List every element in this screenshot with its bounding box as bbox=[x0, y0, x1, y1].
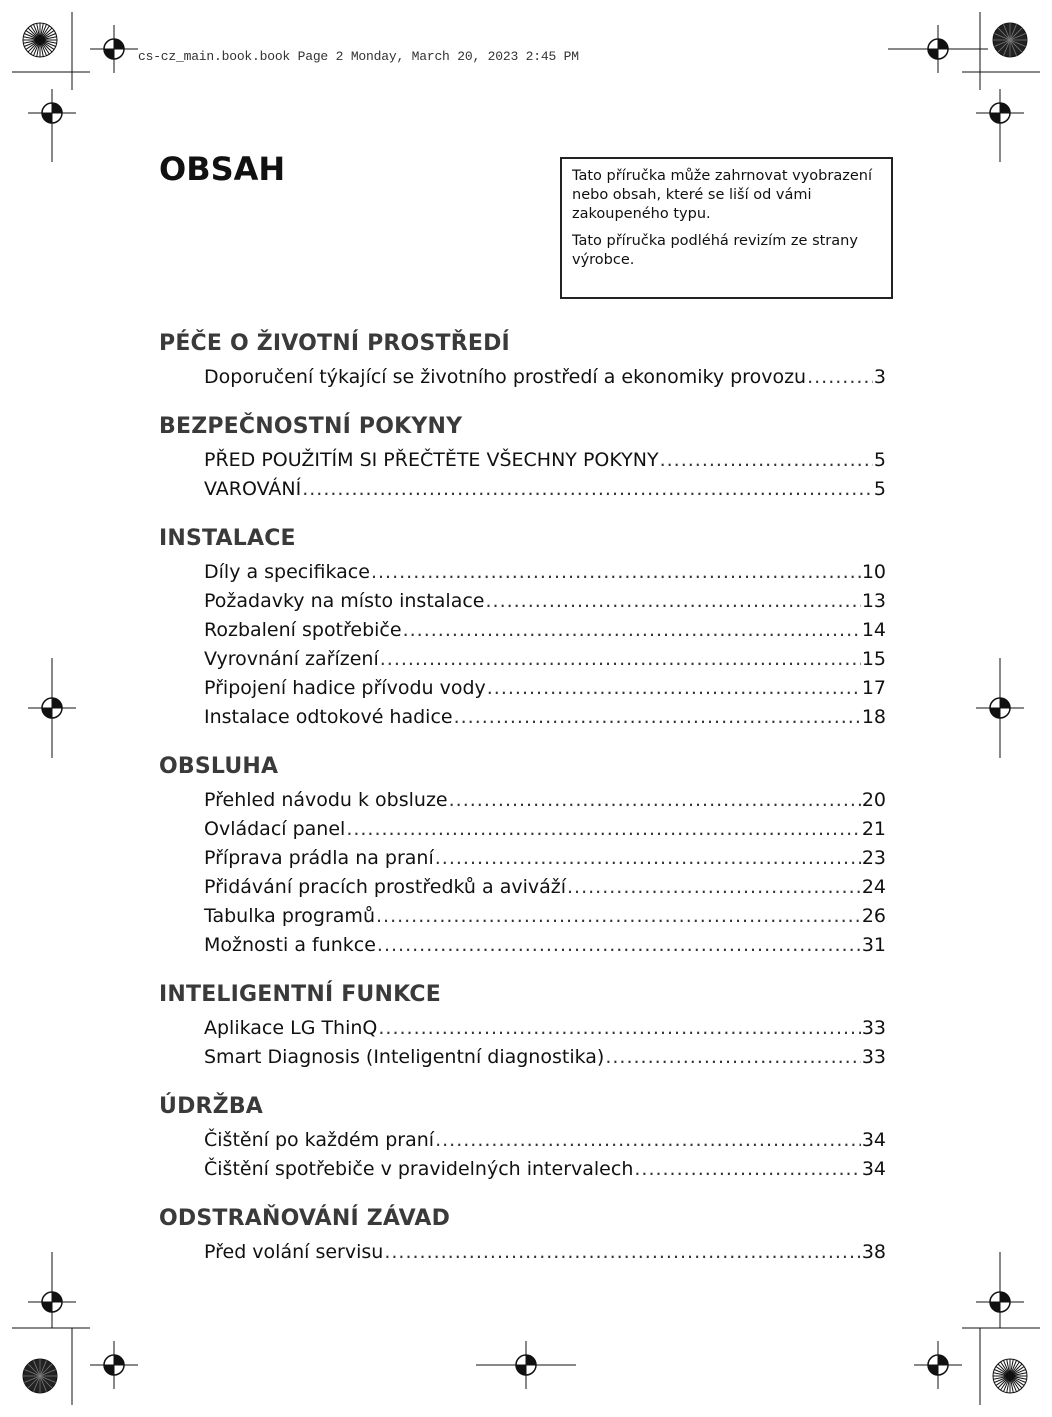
entry-label: Čištění po každém praní bbox=[204, 1129, 435, 1151]
toc-entry[interactable] bbox=[204, 902, 886, 931]
toc-section-maintenance bbox=[159, 1092, 886, 1184]
toc-entry[interactable] bbox=[204, 786, 886, 815]
entry-label: Rozbalení spotřebiče bbox=[204, 619, 402, 641]
note-paragraph: Tato příručka podléhá revizím ze strany výrobce. bbox=[572, 233, 858, 268]
entry-page: 24 bbox=[861, 876, 886, 898]
entry-label: Přehled návodu k obsluze bbox=[204, 789, 448, 811]
entry-page: 23 bbox=[861, 847, 886, 869]
toc-entry[interactable] bbox=[204, 703, 886, 732]
toc-entry[interactable] bbox=[204, 558, 886, 587]
dot-leader bbox=[435, 1126, 861, 1155]
dot-leader bbox=[567, 873, 861, 902]
entry-label: Možnosti a funkce bbox=[204, 934, 376, 956]
dot-leader bbox=[377, 931, 861, 960]
entry-label: Přidávání pracích prostředků a aviváží bbox=[204, 876, 566, 898]
dot-leader bbox=[807, 363, 873, 392]
section-title: BEZPEČNOSTNÍ POKYNY bbox=[159, 414, 463, 439]
toc-section-operation bbox=[159, 752, 886, 960]
entry-label: Vyrovnání zařízení bbox=[204, 648, 379, 670]
entry-label: Díly a specifikace bbox=[204, 561, 370, 583]
dot-leader bbox=[435, 844, 861, 873]
dot-leader bbox=[634, 1155, 860, 1184]
dot-leader bbox=[454, 703, 861, 732]
entry-label: Příprava prádla na praní bbox=[204, 847, 434, 869]
dot-leader bbox=[346, 815, 861, 844]
dot-leader bbox=[380, 645, 861, 674]
section-title: OBSLUHA bbox=[159, 754, 279, 779]
entry-page: 31 bbox=[861, 934, 886, 956]
toc-section-troubleshooting bbox=[159, 1204, 886, 1267]
entry-page: 3 bbox=[873, 366, 886, 388]
entry-page: 21 bbox=[861, 818, 886, 840]
section-title: ÚDRŽBA bbox=[159, 1094, 264, 1119]
entry-label: Před volání servisu bbox=[204, 1241, 384, 1263]
note-paragraph: Tato příručka může zahrnovat vyobrazení nebo obsah, které se liší od vámi zakoupeného typu. bbox=[572, 168, 872, 222]
toc-section-safety bbox=[159, 412, 886, 504]
toc-entry[interactable] bbox=[204, 616, 886, 645]
entry-label: Čištění spotřebiče v pravidelných intervalech bbox=[204, 1158, 634, 1180]
entry-label: Tabulka programů bbox=[204, 905, 375, 927]
toc-entry[interactable] bbox=[204, 873, 886, 902]
section-title: PÉČE O ŽIVOTNÍ PROSTŘEDÍ bbox=[159, 331, 510, 356]
dot-leader bbox=[487, 674, 861, 703]
entry-page: 20 bbox=[861, 789, 886, 811]
entry-label: VAROVÁNÍ bbox=[204, 478, 302, 500]
toc-entry[interactable] bbox=[204, 475, 886, 504]
toc-entry[interactable] bbox=[204, 674, 886, 703]
dot-leader bbox=[605, 1043, 860, 1072]
toc-entry[interactable] bbox=[204, 815, 886, 844]
toc-entry[interactable] bbox=[204, 1238, 886, 1267]
entry-page: 5 bbox=[873, 478, 886, 500]
dot-leader bbox=[660, 446, 873, 475]
dot-leader bbox=[449, 786, 861, 815]
entry-page: 14 bbox=[861, 619, 886, 641]
entry-page: 13 bbox=[861, 590, 886, 612]
dot-leader bbox=[378, 1014, 860, 1043]
entry-page: 33 bbox=[861, 1046, 886, 1068]
section-title: INSTALACE bbox=[159, 526, 296, 551]
section-title: ODSTRAŇOVÁNÍ ZÁVAD bbox=[159, 1206, 451, 1231]
toc-entry[interactable] bbox=[204, 1014, 886, 1043]
dot-leader bbox=[376, 902, 861, 931]
entry-label: Instalace odtokové hadice bbox=[204, 706, 453, 728]
toc-entry[interactable] bbox=[204, 931, 886, 960]
toc-entry[interactable] bbox=[204, 645, 886, 674]
entry-page: 15 bbox=[861, 648, 886, 670]
entry-page: 26 bbox=[861, 905, 886, 927]
page-title: OBSAH bbox=[159, 150, 286, 188]
entry-page: 17 bbox=[861, 677, 886, 699]
toc-section-smart-functions bbox=[159, 980, 886, 1072]
entry-label: Požadavky na místo instalace bbox=[204, 590, 485, 612]
dot-leader bbox=[384, 1238, 860, 1267]
toc-section-installation bbox=[159, 524, 886, 732]
toc-entry[interactable] bbox=[204, 1155, 886, 1184]
entry-label: Připojení hadice přívodu vody bbox=[204, 677, 486, 699]
toc-section-environment bbox=[159, 329, 886, 392]
entry-page: 10 bbox=[861, 561, 886, 583]
toc-entry[interactable] bbox=[204, 363, 886, 392]
toc-entry[interactable] bbox=[204, 844, 886, 873]
toc-entry[interactable] bbox=[204, 587, 886, 616]
entry-label: PŘED POUŽITÍM SI PŘEČTĚTE VŠECHNY POKYNY bbox=[204, 449, 659, 471]
section-title: INTELIGENTNÍ FUNKCE bbox=[159, 982, 441, 1007]
entry-label: Aplikace LG ThinQ bbox=[204, 1017, 378, 1039]
entry-page: 18 bbox=[861, 706, 886, 728]
dot-leader bbox=[302, 475, 873, 504]
toc-entry[interactable] bbox=[204, 1126, 886, 1155]
dot-leader bbox=[403, 616, 861, 645]
dot-leader bbox=[485, 587, 860, 616]
toc-entry[interactable] bbox=[204, 446, 886, 475]
dot-leader bbox=[371, 558, 861, 587]
printer-slug: cs-cz_main.book.book Page 2 Monday, March 20, 2023 2:45 PM bbox=[138, 49, 579, 64]
entry-page: 5 bbox=[873, 449, 886, 471]
entry-page: 33 bbox=[861, 1017, 886, 1039]
entry-page: 34 bbox=[861, 1129, 886, 1151]
entry-label: Ovládací panel bbox=[204, 818, 346, 840]
toc-entry[interactable] bbox=[204, 1043, 886, 1072]
entry-page: 34 bbox=[861, 1158, 886, 1180]
entry-label: Doporučení týkající se životního prostředí a ekonomiky provozu bbox=[204, 366, 807, 388]
table-of-contents bbox=[159, 329, 886, 1287]
entry-label: Smart Diagnosis (Inteligentní diagnostika) bbox=[204, 1046, 605, 1068]
disclaimer-note bbox=[560, 157, 893, 299]
entry-page: 38 bbox=[861, 1241, 886, 1263]
